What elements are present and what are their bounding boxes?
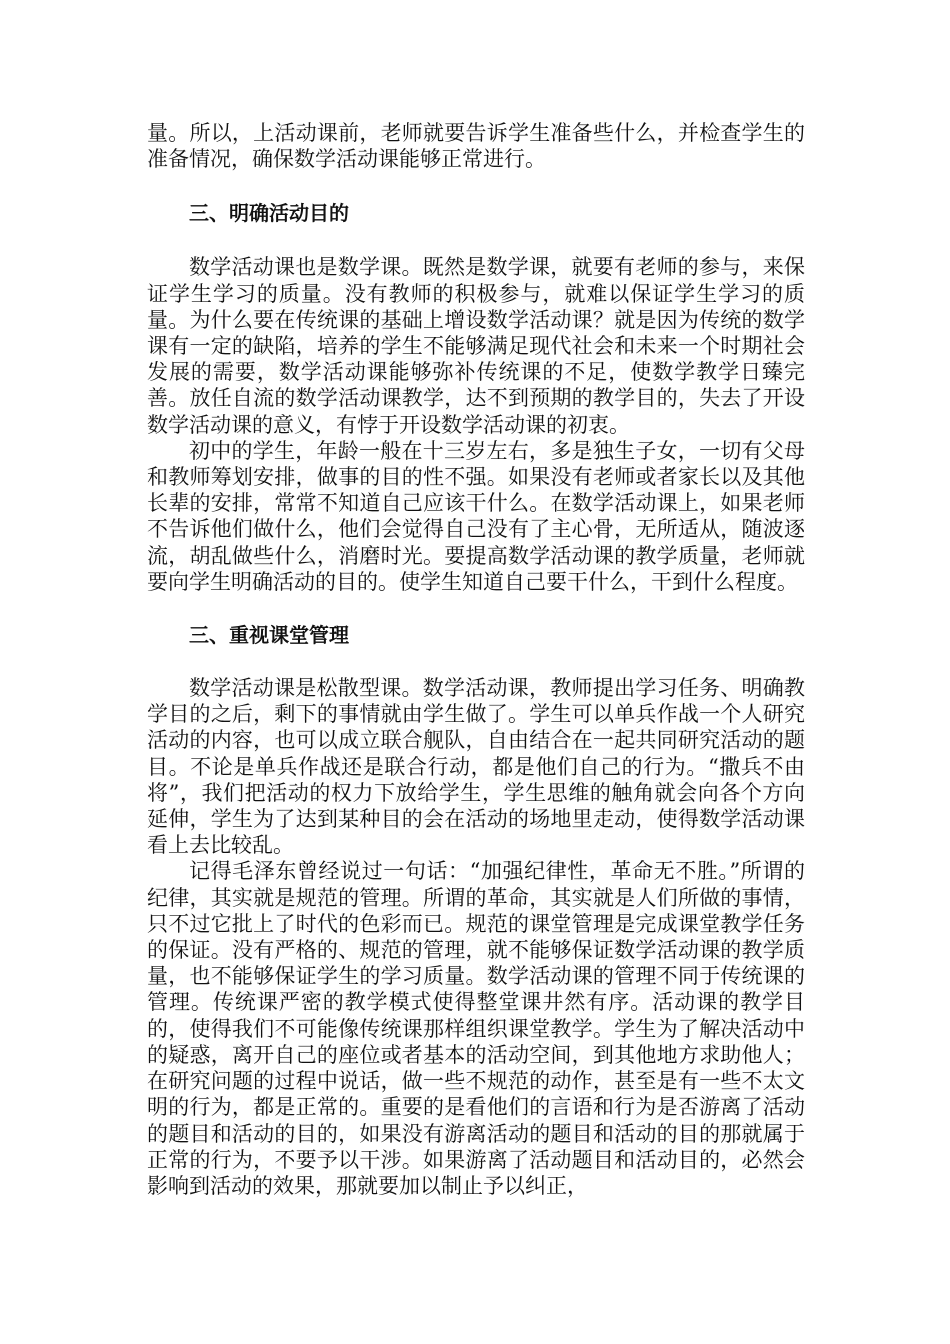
paragraph: 初中的学生，年龄一般在十三岁左右，多是独生子女，一切有父母和教师筹划安排，做事的目的性不强。如果没有老师或者家长以及其他长辈的安排，常常不知道自己应该干什么。在数学活动课上，如果老师不告诉他们做什么，他们会觉得自己没有了主心骨，无所适从，随波逐流，胡乱做些什么，消磨时光。要提高数学活动课的教学质量，老师就要向学生明确活动的目的。使学生知道自己要干什么，干到什么程度。 <box>147 438 805 594</box>
section-heading-management: 三、重视课堂管理 <box>189 623 349 648</box>
section-heading-goals: 三、明确活动目的 <box>189 201 349 226</box>
paragraph: 数学活动课也是数学课。既然是数学课，就要有老师的参与，来保证学生学习的质量。没有教师的积极参与，就难以保证学生学习的质量。为什么要在传统课的基础上增设数学活动课？就是因为传统的数学课有一定的缺陷，培养的学生不能够满足现代社会和未来一个时期社会发展的需要，数学活动课能够弥补传统课的不足，使数学教学日臻完善。放任自流的数学活动课教学，达不到预期的教学目的，失去了开设数学活动课的意义，有悖于开设数学活动课的初衷。 <box>147 255 805 437</box>
intro-paragraph: 量。所以，上活动课前，老师就要告诉学生准备些什么，并检查学生的准备情况，确保数学活动课能够正常进行。 <box>147 121 805 172</box>
paragraph: 记得毛泽东曾经说过一句话：“加强纪律性，革命无不胜。”所谓的纪律，其实就是规范的管理。所谓的革命，其实就是人们所做的事情，只不过它批上了时代的色彩而已。规范的课堂管理是完成课堂教学任务的保证。没有严格的、规范的管理，就不能够保证数学活动课的教学质量，也不能够保证学生的学习质量。数学活动课的管理不同于传统课的管理。传统课严密的教学模式使得整堂课井然有序。活动课的教学目的，使得我们不可能像传统课那样组织课堂教学。学生为了解决活动中的疑惑，离开自己的座位或者基本的活动空间，到其他地方求助他人；在研究问题的过程中说话，做一些不规范的动作，甚至是有一些不太文明的行为，都是正常的。重要的是看他们的言语和行为是否游离了活动的题目和活动的目的，如果没有游离活动的题目和活动的目的那就属于正常的行为，不要予以干涉。如果游离了活动题目和活动目的，必然会影响到活动的效果，那就要加以制止予以纠正， <box>147 859 805 1198</box>
spacer <box>147 648 805 675</box>
spacer <box>147 595 805 622</box>
document-body <box>147 120 805 1199</box>
spacer <box>147 226 805 254</box>
paragraph: 数学活动课是松散型课。数学活动课，教师提出学习任务、明确教学目的之后，剩下的事情就由学生做了。学生可以单兵作战一个人研究活动的内容，也可以成立联合舰队，自由结合在一起共同研究活动的题目。不论是单兵作战还是联合行动，都是他们自己的行为。“撒兵不由将”，我们把活动的权力下放给学生，学生思维的触角就会向各个方向延伸，学生为了达到某种目的会在活动的场地里走动，使得数学活动课看上去比较乱。 <box>147 676 805 858</box>
spacer <box>147 172 805 200</box>
